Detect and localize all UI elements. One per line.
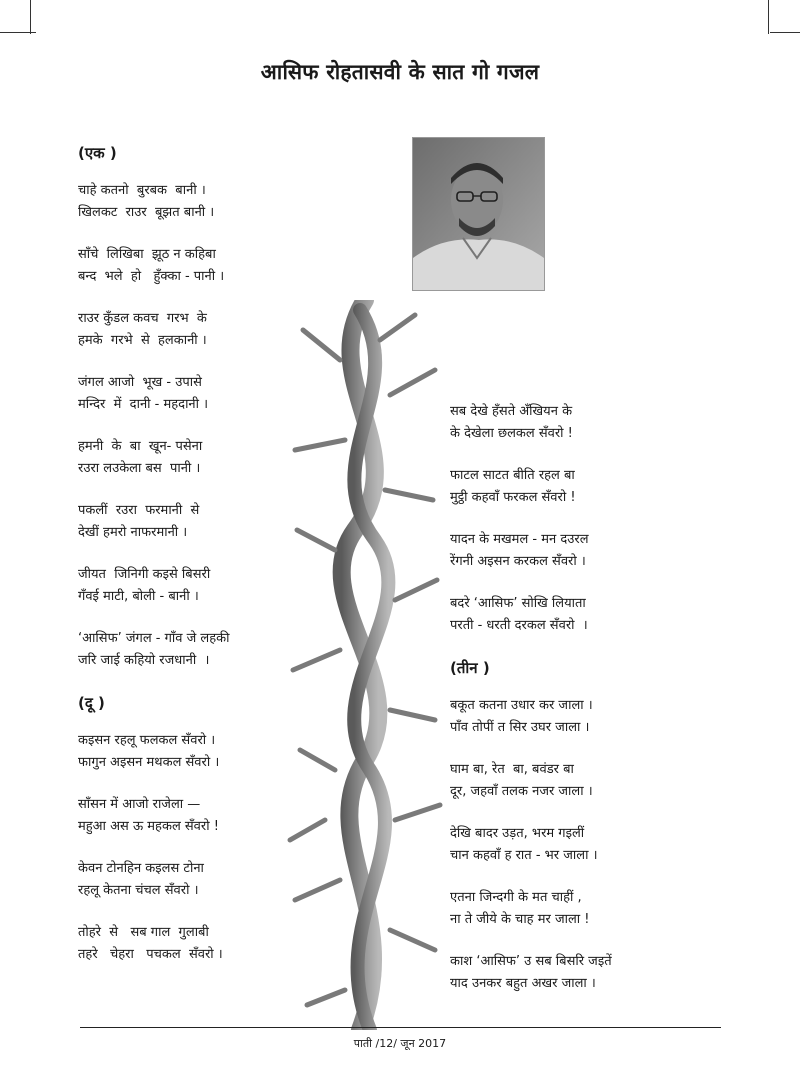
page-footer: पाती /12/ जून 2017: [353, 1037, 447, 1050]
stanza: [450, 529, 670, 573]
stanza: [78, 180, 308, 224]
crop-mark: [768, 0, 769, 34]
crop-mark: [0, 32, 36, 33]
crop-mark: [770, 32, 800, 33]
verse-line: फाटल साटत बीति रहल बा: [450, 468, 575, 483]
verse-line: सब देखे हँसते अँखियन के: [450, 404, 573, 419]
stanza: [78, 500, 308, 544]
stanza: [78, 564, 308, 608]
left-column: [78, 142, 308, 986]
verse-line: पाँव तोपीं त सिर उघर जाला ।: [450, 720, 590, 735]
verse-line: साँचे लिखिबा झूठ न कहिबा: [78, 247, 216, 262]
right-column: [450, 401, 670, 1015]
verse-line: याद उनकर बहुत अखर जाला ।: [450, 976, 596, 991]
stanza: [450, 695, 670, 739]
verse-line: बन्द भले हो हुँक्का - पानी ।: [78, 269, 225, 284]
verse-line: चाहे कतनो बुरबक बानी ।: [78, 183, 206, 198]
verse-line: तहरे चेहरा पचकल सँवरो ।: [78, 947, 223, 962]
verse-line: तोहरे से सब गाल गुलाबी: [78, 925, 209, 940]
section-three-stanzas: [450, 695, 670, 995]
verse-line: ‘आसिफ’ जंगल - गाँव जे लहकी: [78, 631, 230, 646]
stanza: [78, 308, 308, 352]
verse-line: एतना जिन्दगी के मत चाहीं ,: [450, 890, 582, 905]
stanza: [78, 922, 308, 966]
verse-line: देखीं हमरो नाफरमानी ।: [78, 525, 188, 540]
verse-line: महुआ अस ऊ महकल सँवरो !: [78, 819, 219, 834]
stanza: [450, 951, 670, 995]
stanza: [78, 436, 308, 480]
verse-line: केवन टोनहिन कइलस टोना: [78, 861, 204, 876]
verse-line: जीयत जिनिगी कइसे बिसरी: [78, 567, 211, 582]
verse-line: घाम बा, रेत बा, बवंडर बा: [450, 762, 574, 777]
section-heading: (दू ): [78, 694, 105, 712]
stanza: [450, 401, 670, 445]
page-title: आसिफ रोहतासवी के सात गो गजल: [260, 60, 540, 84]
section-two-continued: [450, 401, 670, 637]
verse-line: चान कहवाँ ह रात - भर जाला ।: [450, 848, 598, 863]
section-heading: (एक ): [78, 144, 117, 162]
section-heading: (तीन ): [450, 659, 490, 677]
verse-line: यादन के मखमल - मन दउरल: [450, 532, 589, 547]
verse-line: दूर, जहवाँ तलक नजर जाला ।: [450, 784, 593, 799]
stanza: [78, 628, 308, 672]
stanza: [450, 759, 670, 803]
verse-line: कइसन रहलू फलकल सँवरो ।: [78, 733, 216, 748]
stanza: [78, 730, 308, 774]
stanza: [450, 465, 670, 509]
verse-line: फागुन अइसन मथकल सँवरो ।: [78, 755, 220, 770]
stanza: [450, 593, 670, 637]
verse-line: हमके गरभे से हलकानी ।: [78, 333, 207, 348]
crop-mark: [30, 0, 31, 34]
thorn-vine-illustration: [285, 300, 445, 1030]
verse-line: पकलीं रउरा फरमानी से: [78, 503, 200, 518]
verse-line: जंगल आजो भूख - उपासे: [78, 375, 202, 390]
section-two-stanzas: [78, 730, 308, 966]
verse-line: गँवई माटी, बोली - बानी ।: [78, 589, 199, 604]
author-photo: [412, 137, 545, 291]
section-one-stanzas: [78, 180, 308, 672]
stanza: [450, 887, 670, 931]
verse-line: बकूत कतना उधार कर जाला ।: [450, 698, 593, 713]
verse-line: ना ते जीये के चाह मर जाला !: [450, 912, 590, 927]
verse-line: रउरा लउकेला बस पानी ।: [78, 461, 201, 476]
verse-line: राउर कुँडल कवच गरभ के: [78, 311, 207, 326]
verse-line: के देखेला छलकल सँवरो !: [450, 426, 573, 441]
stanza: [78, 858, 308, 902]
verse-line: खिलकट राउर बूझत बानी ।: [78, 205, 215, 220]
verse-line: रेंगनी अइसन करकल सँवरो ।: [450, 554, 586, 569]
verse-line: साँसन में आजो राजेला —: [78, 797, 201, 812]
stanza: [78, 372, 308, 416]
stanza: [78, 794, 308, 838]
verse-line: काश ‘आसिफ’ उ सब बिसरि जइतें: [450, 954, 612, 969]
footer-divider: [80, 1027, 721, 1028]
verse-line: देखि बादर उड़त, भरम गइलीं: [450, 826, 585, 841]
stanza: [78, 244, 308, 288]
verse-line: हमनी के बा खून- पसेना: [78, 439, 203, 454]
verse-line: रहलू केतना चंचल सँवरो ।: [78, 883, 199, 898]
verse-line: परती - धरती दरकल सँवरो ।: [450, 618, 588, 633]
verse-line: मुट्ठी कहवाँ फरकल सँवरो !: [450, 490, 576, 505]
verse-line: मन्दिर में दानी - महदानी ।: [78, 397, 209, 412]
verse-line: बदरे ‘आसिफ’ सोखि लियाता: [450, 596, 586, 611]
stanza: [450, 823, 670, 867]
verse-line: जरि जाई कहियो रजधानी ।: [78, 653, 210, 668]
